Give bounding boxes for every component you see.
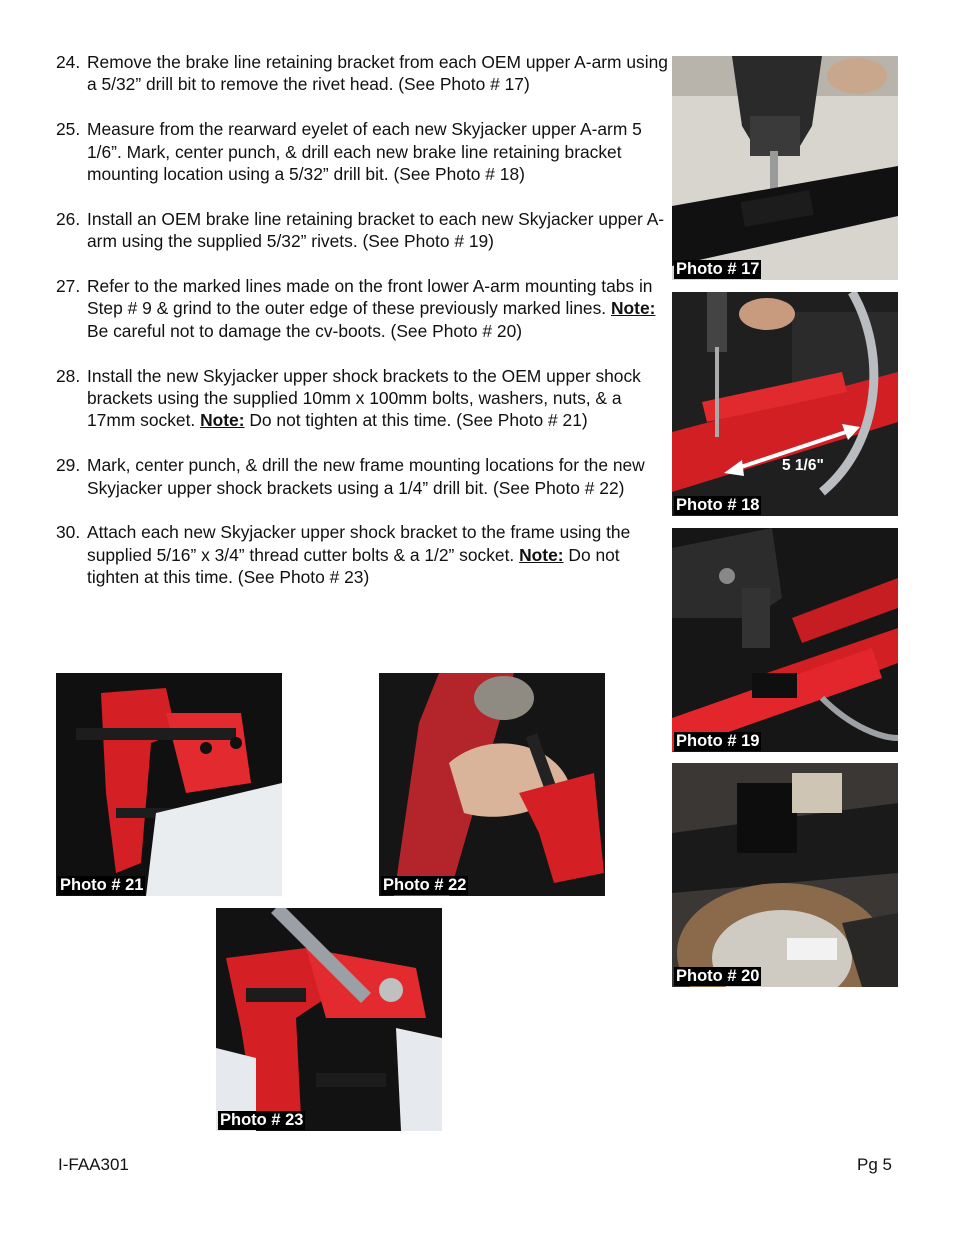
step-30 bbox=[56, 521, 668, 588]
photo-caption: Photo # 21 bbox=[60, 876, 144, 894]
step-number: 29. bbox=[56, 455, 81, 476]
instruction-steps bbox=[56, 51, 668, 611]
photo-21-image bbox=[56, 673, 282, 896]
note-label: Note: bbox=[200, 410, 245, 431]
page-number: Pg 5 bbox=[857, 1155, 892, 1174]
photo-18-image bbox=[672, 292, 898, 516]
step-text: Install an OEM brake line retaining bracket to each new Skyjacker upper A-arm using the supplied 5/32” rivets. (See Photo # 19) bbox=[87, 208, 665, 252]
step-26 bbox=[56, 208, 668, 253]
step-text: Mark, center punch, & drill the new frame mounting locations for the new Skyjacker upper shock brackets using a 1/4” drill bit. (See Photo # 22) bbox=[87, 455, 645, 498]
photo-caption: Photo # 18 bbox=[676, 496, 760, 514]
photo-caption: Photo # 19 bbox=[676, 732, 760, 750]
step-text: Install the new Skyjacker upper shock brackets to the OEM upper shock brackets using the supplied 10mm x 100mm bolts, washers, nuts, & a 17mm socket. Note: Do not tighten at this time. (See Photo # 21) bbox=[87, 365, 641, 431]
note-label: Note: bbox=[519, 544, 564, 565]
document-id: I-FAA301 bbox=[58, 1155, 129, 1174]
step-number: 24. bbox=[56, 52, 81, 72]
step-text: Measure from the rearward eyelet of each new Skyjacker upper A-arm 5 1/6”. Mark, center punch, & drill each new brake line retaining bracket mounting location using a 5/32” drill bit. (See Photo # 18) bbox=[87, 119, 642, 185]
photo-23 bbox=[216, 908, 442, 1131]
step-27 bbox=[56, 275, 668, 342]
step-25 bbox=[56, 118, 668, 185]
photo-23-image bbox=[216, 908, 442, 1131]
step-29 bbox=[56, 454, 668, 499]
step-24 bbox=[56, 51, 668, 96]
step-text: Attach each new Skyjacker upper shock bracket to the frame using the supplied 5/16” x 3/4” thread cutter bolts & a 1/2” socket. Note: Do not tighten at this time. (See Photo # 23) bbox=[87, 522, 631, 588]
photo-22-image bbox=[379, 673, 605, 896]
photo-19-image bbox=[672, 528, 898, 752]
note-label: Note: bbox=[610, 298, 656, 319]
step-text: Refer to the marked lines made on the front lower A-arm mounting tabs in Step # 9 & grind to the outer edge of these previously marked lines. Note: Be careful not to damage the cv-boots. (See Photo # 20) bbox=[87, 276, 656, 341]
step-text: Remove the brake line retaining bracket from each OEM upper A-arm using a 5/32” drill bit to remove the rivet head. (See Photo # 17) bbox=[87, 52, 668, 95]
photo-17 bbox=[672, 56, 898, 280]
photo-22 bbox=[379, 673, 605, 896]
photo-caption: Photo # 17 bbox=[676, 260, 760, 278]
photo-18 bbox=[672, 292, 898, 516]
photo-caption: Photo # 23 bbox=[220, 1111, 304, 1129]
photo-20-image bbox=[672, 763, 898, 987]
step-number: 26. bbox=[56, 208, 81, 229]
photo-caption: Photo # 22 bbox=[383, 876, 467, 894]
photo-caption: Photo # 20 bbox=[676, 967, 760, 985]
measurement-label: 5 1/6" bbox=[782, 457, 824, 474]
photo-21 bbox=[56, 673, 282, 896]
photo-17-image bbox=[672, 56, 898, 280]
step-number: 25. bbox=[56, 119, 81, 140]
step-number: 30. bbox=[56, 522, 81, 543]
photo-19 bbox=[672, 528, 898, 752]
step-number: 28. bbox=[56, 365, 81, 386]
step-number: 27. bbox=[56, 276, 81, 297]
step-28 bbox=[56, 365, 668, 432]
photo-20 bbox=[672, 763, 898, 987]
